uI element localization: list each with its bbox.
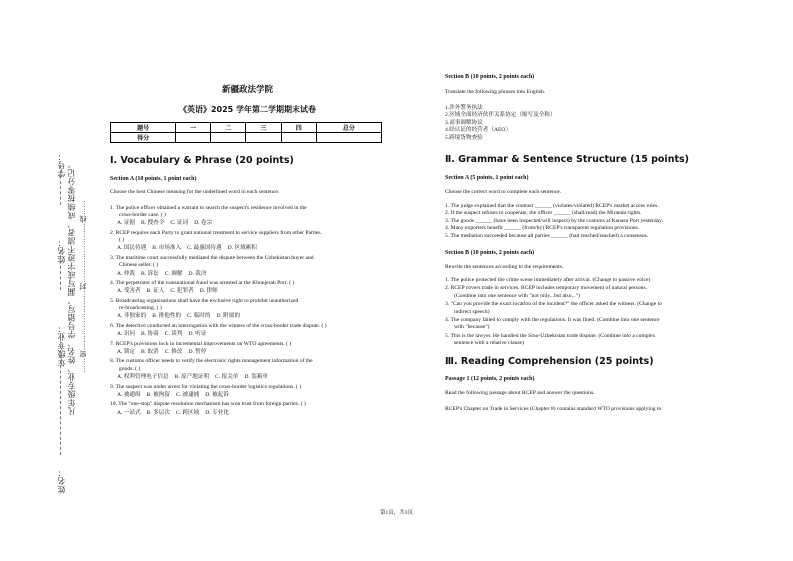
grammar-list bbox=[445, 203, 723, 241]
part2-sectionA-instruction: Choose the correct word to complete each sentence. bbox=[445, 189, 562, 196]
vocab-question-list bbox=[110, 205, 385, 418]
score-cell bbox=[316, 133, 381, 143]
translate-item: 5.跨境货物查验 bbox=[445, 134, 483, 141]
rewrite-text: 1. The police protected the crime scene immediately after arrival. (Change to passive voice) bbox=[445, 277, 651, 284]
answer-option: D. 区域累积 bbox=[227, 245, 257, 252]
answer-option: D. 卷宗 bbox=[194, 220, 213, 227]
part2-title: Ⅱ. Grammar & Sentence Structure (15 points) bbox=[445, 154, 689, 166]
answer-option: A. 非独家的 bbox=[117, 313, 147, 320]
answer-option: A. 锁定 bbox=[117, 349, 136, 356]
school-name: 新疆政法学院 bbox=[221, 85, 273, 95]
part1-sectionA-instruction: Choose the best Chinese meaning for the underlined word in each sentence. bbox=[110, 189, 280, 195]
answer-option: A. 被通缉 bbox=[117, 391, 141, 398]
score-cell bbox=[176, 133, 211, 143]
score-table-header: 四 bbox=[281, 123, 316, 133]
question-text-cont: goods. ( ) bbox=[119, 365, 141, 372]
question-text: 3. The maritime court successfully mediated the dispute between the Uzbekistan buyer and bbox=[110, 254, 314, 261]
answer-option: D. 附属的 bbox=[216, 313, 241, 320]
answer-option: A. 权利管理电子信息 bbox=[117, 374, 169, 381]
answer-options bbox=[110, 219, 385, 227]
question-text: 9. The suspect was under arrest for violating the cross-border logistics regulations. ( ) bbox=[110, 383, 302, 390]
answer-option: A. 仲裁 bbox=[117, 270, 136, 277]
question-text: 8. The customs officer needs to verify the electronic rights management information of the bbox=[110, 358, 313, 365]
score-table-header: 二 bbox=[211, 123, 246, 133]
rewrite-text-cont: (Combine into one sentence with "not only...but also...") bbox=[454, 292, 580, 299]
answer-option: C. 最惠国待遇 bbox=[187, 245, 222, 252]
answer-option: B. 多层次 bbox=[146, 409, 170, 416]
answer-option: B. 排他性的 bbox=[152, 313, 182, 320]
answer-option: A. 讯问 bbox=[117, 331, 136, 338]
right-column bbox=[445, 74, 723, 414]
answer-option: B. 市场准入 bbox=[152, 245, 182, 252]
part1-title: Ⅰ. Vocabulary & Phrase (20 points) bbox=[110, 155, 294, 166]
score-table-header: 题号 bbox=[111, 123, 176, 133]
question-text: 1. The police officer obtained a warrant to search the suspect's residence involved in the bbox=[110, 204, 307, 211]
score-table-header: 一 bbox=[176, 123, 211, 133]
translate-list bbox=[445, 105, 723, 143]
answer-options bbox=[110, 348, 385, 356]
translate-item: 4.经认证的经营者（AEO） bbox=[445, 127, 512, 134]
vocab-question bbox=[110, 298, 385, 321]
score-cell bbox=[211, 133, 246, 143]
vocab-question bbox=[110, 341, 385, 357]
translate-item: 3.商事调解协议 bbox=[445, 119, 483, 126]
answer-option: D. 律师 bbox=[199, 288, 218, 295]
part3-title: Ⅲ. Reading Comprehension (25 points) bbox=[445, 356, 654, 368]
question-text-cont: ( ) bbox=[119, 237, 125, 244]
score-cell bbox=[246, 133, 281, 143]
student-id-blank bbox=[60, 165, 61, 205]
rewrite-text: 2. RCEP covers trade in services. RCEP includes temporary movement of natural persons. bbox=[445, 285, 648, 292]
score-row-label: 得分 bbox=[111, 133, 176, 143]
grammar-item: 4. Many exporters benefit ______ (from/by) RCEP's transparent regulation provisions. bbox=[445, 225, 640, 232]
answer-option: D. 被起诉 bbox=[205, 391, 229, 398]
answer-option: B. 取消 bbox=[141, 349, 159, 356]
answer-option: C. 跨区域 bbox=[175, 409, 200, 416]
major-blank bbox=[60, 345, 61, 455]
rewrite-text-cont: sentence with a relative clause) bbox=[454, 340, 524, 347]
part2-sectionA-title: Section A (5 points, 1 point each) bbox=[445, 175, 529, 182]
answer-option: D. 装箱单 bbox=[244, 374, 269, 381]
part1-sectionB-instruction: Translate the following phrases into English. bbox=[445, 89, 546, 95]
vocab-question bbox=[110, 323, 385, 339]
answer-options bbox=[110, 270, 385, 278]
question-text: 5. Broadcasting organisations shall have the exclusive right to prohibit unauthorized bbox=[110, 297, 299, 304]
answer-option: C. 报关单 bbox=[215, 374, 239, 381]
translate-item: 2.区域全面经济伙伴关系协定（缩写及全称） bbox=[445, 112, 556, 119]
question-text-cont: Chinese seller. ( ) bbox=[119, 262, 159, 269]
score-table bbox=[110, 122, 382, 143]
score-cell bbox=[281, 133, 316, 143]
rewrite-text: 4. The company failed to comply with the regulations. It was fined. (Combine into one sentence bbox=[445, 316, 660, 323]
grammar-item: 1. The judge explained that the contract ______ (violates/violated) RCEP's market access rules. bbox=[445, 202, 659, 209]
part2-sectionB-instruction: Rewrite the sentences according to the requirements. bbox=[445, 263, 564, 270]
question-text: 6. The detective conducted an interrogation with the witness of the cross-border trade dispute. ( ) bbox=[110, 322, 327, 329]
part1-sectionA-title: Section A (10 points, 1 point each) bbox=[110, 176, 197, 182]
rewrite-item bbox=[445, 301, 723, 316]
question-text-cont: cross-border case. ( ) bbox=[119, 211, 166, 218]
name-label-bottom: 姓名： bbox=[57, 468, 66, 494]
binding-margin bbox=[0, 0, 100, 561]
rewrite-item bbox=[445, 317, 723, 332]
rewrite-item bbox=[445, 333, 723, 348]
question-text: 2. RCEP requires each Party to grant national treatment to service suppliers from other Parties. bbox=[110, 229, 322, 236]
grammar-item: 2. If the suspect refuses to cooperate, the officer ______ (shall/read) the Miranda rights. bbox=[445, 210, 642, 217]
rewrite-text-cont: indirect speech) bbox=[454, 308, 490, 315]
rewrite-list bbox=[445, 277, 723, 347]
score-table-header: 三 bbox=[246, 123, 281, 133]
student-id-label: 学号： bbox=[57, 152, 66, 178]
answer-option: B. 原产地证明 bbox=[174, 374, 210, 381]
part1-sectionB-title: Section B (10 points, 2 points each) bbox=[445, 74, 535, 80]
answer-options bbox=[110, 391, 385, 399]
rewrite-text: 5. This is the lawyer. He handled the Sino-Uzbekistan trade dispute. (Combine into a complex bbox=[445, 332, 656, 339]
seal-cut-marks: ……密……………………封……………………线…… bbox=[79, 200, 87, 373]
answer-option: D. 听证 bbox=[188, 331, 207, 338]
vocab-question bbox=[110, 358, 385, 381]
answer-option: B. 协商 bbox=[141, 331, 159, 338]
binding-notice: 凡年级专业、姓名、学号错写、漏写或字迹不清者，成绩按零分记。 bbox=[67, 160, 76, 415]
answer-option: A. 证据 bbox=[117, 220, 136, 227]
translate-item: 1.涉外警务执法 bbox=[445, 104, 483, 111]
passage1-first-line: RCEP's Chapter on Trade in Services (Chapter 8) contains standard WTO provisions applying to bbox=[445, 406, 662, 413]
answer-option: C. 谈判 bbox=[164, 331, 183, 338]
answer-options bbox=[110, 373, 385, 381]
answer-option: C. 调解 bbox=[164, 270, 183, 277]
answer-options bbox=[110, 244, 385, 252]
part2-sectionB-title: Section B (10 points, 2 points each) bbox=[445, 249, 535, 256]
answer-options bbox=[110, 287, 385, 295]
answer-option: D. 专业化 bbox=[205, 409, 229, 416]
answer-option: D. 裁决 bbox=[188, 270, 207, 277]
vocab-question bbox=[110, 230, 385, 253]
answer-option: A. 一站式 bbox=[117, 409, 141, 416]
question-text: 10. The "one-stop" dispute resolution mechanism has won trust from foreign parties. ( ) bbox=[110, 401, 306, 408]
score-table-header: 总分 bbox=[316, 123, 381, 133]
major-label: 年级专业： bbox=[57, 324, 66, 367]
answer-option: C. 证词 bbox=[170, 220, 189, 227]
name-blank bbox=[60, 250, 61, 290]
answer-option: C. 临时的 bbox=[187, 313, 211, 320]
answer-option: A. 受害者 bbox=[117, 288, 141, 295]
answer-options bbox=[110, 409, 385, 417]
name-label: 姓名： bbox=[57, 238, 66, 264]
question-text: 4. The perpetrator of the transnational fraud was arrested at the Khunjerab Port. ( ) bbox=[110, 279, 295, 286]
vocab-question bbox=[110, 205, 385, 228]
rewrite-text: 3. "Can you provide the exact location of the incident?" the officer asked the witness. (Change to bbox=[445, 301, 662, 308]
answer-option: C. 犯罪者 bbox=[170, 288, 194, 295]
vocab-question bbox=[110, 280, 385, 296]
answer-option: B. 搜查令 bbox=[141, 220, 165, 227]
passage1-instruction: Read the following passage about RCEP and answer the questions. bbox=[445, 390, 595, 397]
grammar-item: 3. The goods ______ (have been inspected/will inspect) by the customs at Kanasu Port yesterday. bbox=[445, 217, 663, 224]
rewrite-item bbox=[445, 285, 723, 300]
answer-option: B. 诉讼 bbox=[141, 270, 159, 277]
left-column bbox=[110, 78, 385, 417]
answer-option: C. 修改 bbox=[164, 349, 183, 356]
answer-option: D. 暂停 bbox=[188, 349, 207, 356]
question-text-cont: re-broadcasting. ( ) bbox=[119, 305, 162, 312]
vocab-question bbox=[110, 255, 385, 278]
answer-option: B. 被拘留 bbox=[146, 391, 170, 398]
rewrite-item bbox=[445, 277, 723, 284]
answer-option: C. 被逮捕 bbox=[175, 391, 200, 398]
answer-options bbox=[110, 312, 385, 320]
vocab-question bbox=[110, 384, 385, 400]
exam-title: 《英语》2025 学年第二学期期末试卷 bbox=[178, 105, 317, 114]
vocab-question bbox=[110, 401, 385, 417]
rewrite-text-cont: with "because") bbox=[454, 324, 490, 331]
passage1-title: Passage 1 (12 points, 2 points each) bbox=[445, 376, 535, 383]
answer-options bbox=[110, 330, 385, 338]
page-number: 第1页，共3页 bbox=[379, 510, 413, 516]
grammar-item: 5. The mediation succeeded because all parties ______ (had reached/reached) a consensus. bbox=[445, 233, 649, 240]
answer-option: B. 证人 bbox=[146, 288, 165, 295]
question-text: 7. RCEP's provisions lock in incremental improvements on WTO agreements. ( ) bbox=[110, 340, 292, 347]
answer-option: A. 国民待遇 bbox=[117, 245, 147, 252]
